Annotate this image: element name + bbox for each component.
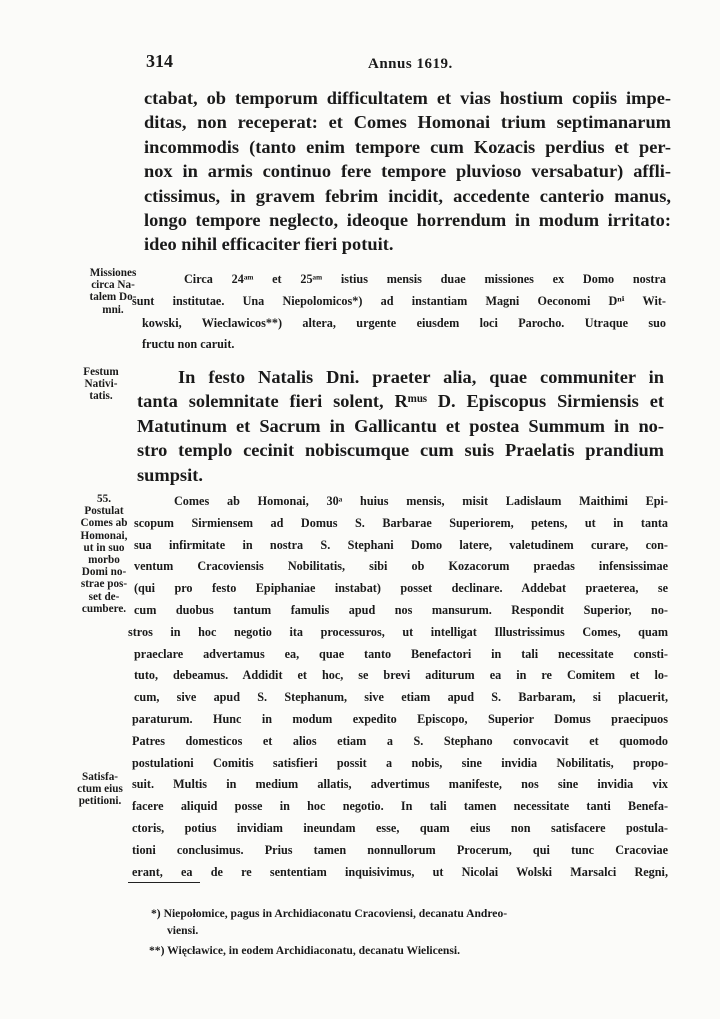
text-line: erant, ea de re sententiam inquisivimus, ut Nicolai Wolski Marsalci Regni, xyxy=(132,864,668,879)
text-line: Matutinum et Sacrum in Gallicantu et postea Summum in no- xyxy=(137,415,664,436)
text-line: ditas, non receperat: et Comes Homonai trium septimanarum xyxy=(144,112,671,133)
footnote-1 xyxy=(151,905,651,939)
footnote-2 xyxy=(149,942,649,959)
margin-line: Comes ab xyxy=(80,517,128,530)
margin-note-satisfactum xyxy=(72,771,128,808)
text-line: tanta solemnitate fieri solent, Rᵐᵘˢ D. Episcopus Sirmiensis et xyxy=(137,391,664,412)
text-line: sunt institutae. Una Niepolomicos*) ad instantiam Magni Oeconomi Dⁿⁱ Wit- xyxy=(132,293,666,308)
footnote-text: viensi. xyxy=(167,924,199,937)
margin-line: petitioni. xyxy=(78,795,122,808)
margin-line: Postulat xyxy=(84,505,124,518)
margin-line: morbo xyxy=(88,554,120,567)
text-line: incommodis (tanto enim tempore cum Kozacis perdius et per- xyxy=(144,136,671,157)
text-line: kowski, Wieclawicos**) altera, urgente eiusdem loci Parocho. Utraque suo xyxy=(142,315,666,330)
text-line: nox in armis continuo fere tempore pluvioso versabatur) affli- xyxy=(144,161,671,182)
text-line: stros in hoc negotio ita processuros, ut intelligat Illustrissimus Comes, quam xyxy=(128,624,668,639)
margin-line: mni. xyxy=(102,303,124,316)
text-line: tuto, debeamus. Addidit et hoc, se brevi aditurum ea in re Comitem et lo- xyxy=(134,668,668,683)
running-head: Annus 1619. xyxy=(368,56,453,72)
margin-line: circa Na- xyxy=(91,279,135,292)
text-line: tioni conclusimus. Prius tamen nonnullorum Procerum, qui tunc Cracoviae xyxy=(132,842,668,857)
text-line: ctoris, potius invidiam ineundam esse, quam eius non satisfacere postula- xyxy=(132,820,668,835)
paragraph-missiones xyxy=(132,269,666,356)
margin-line: Satisfa- xyxy=(81,771,119,783)
text-line: scopum Sirmiensem ad Domus S. Barbarae Superiorem, petens, ut in tanta xyxy=(134,515,668,530)
text-line: paraturum. Hunc in modum expedito Episcopo, Superior Domus praecipuos xyxy=(132,711,668,726)
text-line: cum duobus tantum famulis apud nos mansurum. Respondit Superior, no- xyxy=(134,602,668,617)
margin-line: set de- xyxy=(88,590,120,603)
text-line: stro templo cecinit nobiscumque cum suis Praelatis prandium xyxy=(137,440,664,461)
text-line: ideo nihil efficaciter fieri potuit. xyxy=(144,234,394,255)
margin-line: 55. xyxy=(97,493,111,505)
footnote-mark: **) xyxy=(149,944,165,957)
footnote-text: Więcławice, in eodem Archidiaconatu, decanatu Wielicensi. xyxy=(167,944,461,957)
text-line: ctabat, ob temporum difficultatem et vias hostium copiis impe- xyxy=(144,88,671,108)
text-line: Circa 24ᵃᵐ et 25ᵃᵐ istius mensis duae missiones ex Domo nostra xyxy=(184,272,666,286)
margin-line: tatis. xyxy=(89,390,113,403)
paragraph-festum xyxy=(137,365,664,487)
margin-line: Domi no- xyxy=(81,566,127,579)
margin-line: ctum eius xyxy=(77,783,123,796)
text-line: ctissimus, in gravem febrim incidit, accedente canterio manus, xyxy=(144,185,671,206)
margin-line: Homonai, xyxy=(80,529,128,542)
footnote-mark: *) xyxy=(151,907,161,920)
margin-line: ut in suo xyxy=(83,541,125,554)
footnote-text: Niepołomice, pagus in Archidiaconatu Cracoviensi, decanatu Andreo- xyxy=(163,907,508,920)
margin-line: Festum xyxy=(83,366,119,378)
margin-line: cumbere. xyxy=(81,602,127,615)
text-line: (qui pro festo Epiphaniae instabat) posset declinare. Addebat praeterea, se xyxy=(134,581,668,596)
text-line: sua infirmitate in nostra S. Stephani Domo latere, valetudinem curare, con- xyxy=(134,537,668,552)
text-line: In festo Natalis Dni. praeter alia, quae communiter in xyxy=(178,367,664,387)
text-line: fructu non caruit. xyxy=(142,337,235,352)
text-line: sumpsit. xyxy=(137,464,203,485)
margin-line: Missiones xyxy=(89,267,137,279)
text-line: Comes ab Homonai, 30ᵃ huius mensis, misit Ladislaum Maithimi Epi- xyxy=(174,494,668,508)
margin-line: Nativi- xyxy=(84,378,118,391)
margin-line: talem Do- xyxy=(89,291,137,304)
text-line: suit. Multis in medium allatis, advertimus manifeste, nos sine invidia vix xyxy=(132,777,668,792)
text-line: postulationi Comitis satisfieri possit a nobis, sine invidia Nobilitatis, propo- xyxy=(132,755,668,770)
footnote-rule xyxy=(128,882,200,883)
page-number: 314 xyxy=(146,51,173,71)
paragraph-continuation xyxy=(144,86,671,257)
text-line: Patres domesticos et alios etiam a S. Stephano convocavit et quomodo xyxy=(132,733,668,748)
text-line: cum, sive apud S. Stephanum, sive etiam apud S. Barbaram, si placuerit, xyxy=(134,690,668,705)
margin-line: strae pos- xyxy=(80,578,128,591)
paragraph-comes xyxy=(128,491,668,883)
margin-note-festum xyxy=(76,366,126,403)
text-line: facere aliquid posse in hoc negotio. In tali tamen necessitate tanti Benefa- xyxy=(132,799,668,814)
text-line: ventum Cracoviensis Nobilitatis, sibi ob Kozacorum praedas infensissimae xyxy=(134,559,668,574)
text-line: longo tempore neglecto, ideoque horrendum in modum irritato: xyxy=(144,210,671,231)
text-line: praeclare advertamus ea, quae tanto Benefactori in tali necessitate consti- xyxy=(134,646,668,661)
